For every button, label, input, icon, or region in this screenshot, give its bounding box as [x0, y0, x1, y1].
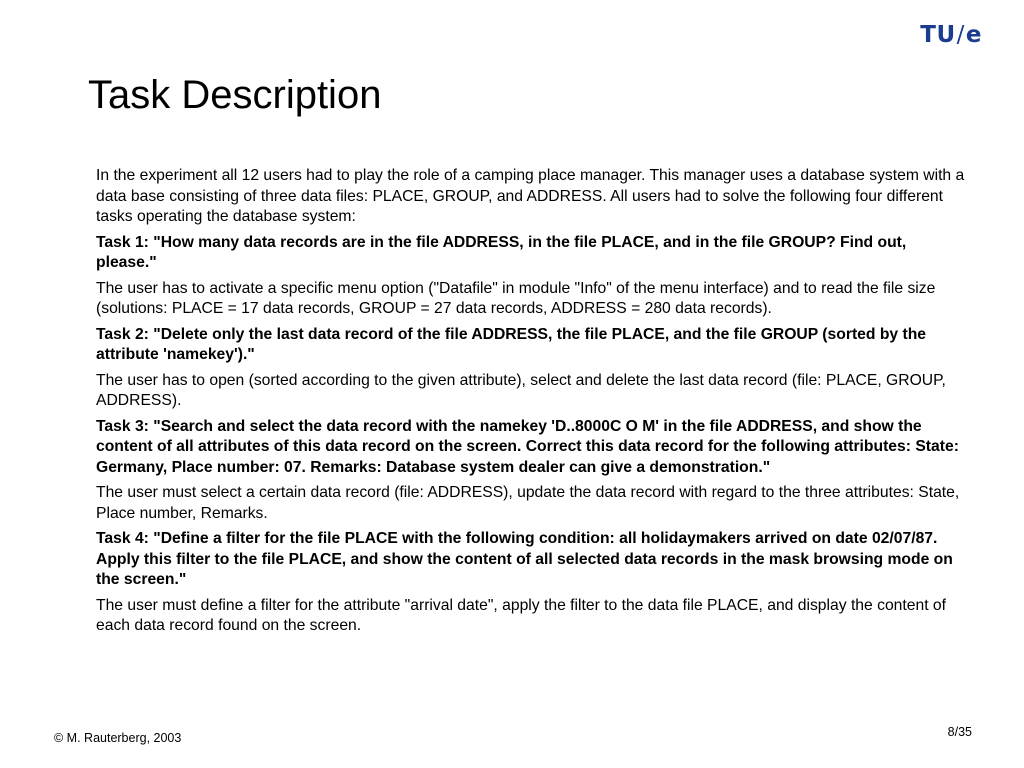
- task-3-question: Task 3: "Search and select the data record with the namekey 'D..8000C O M' in the file ADDRESS, and show the content of all attributes of this data record on the screen. Correct this data record for the following attributes: State: Germany, Place number: 07. Remarks: Database system dealer can give a demonstration.": [96, 417, 959, 476]
- logo-e: e: [965, 22, 982, 48]
- slide-title: Task Description: [88, 73, 382, 117]
- page-number: 8/35: [947, 725, 972, 739]
- task-4-question: Task 4: "Define a filter for the file PLACE with the following condition: all holidaymakers arrived on date 02/07/87. Apply this filter to the file PLACE, and show the content of all selected data records in the mask browsing mode on the screen.": [96, 530, 953, 588]
- slide-body: [96, 166, 968, 642]
- logo-tu: TU: [920, 22, 956, 48]
- task-1-explanation: The user has to activate a specific menu option ("Datafile" in module "Info" of the menu interface) and to read the file size (solutions: PLACE = 17 data records, GROUP = 27 data records, ADDRESS = 280 data records).: [96, 279, 936, 317]
- task-3-explanation: The user must select a certain data record (file: ADDRESS), update the data record with regard to the three attributes: State, Place number, Remarks.: [96, 484, 960, 522]
- logo-slash: /: [956, 22, 965, 48]
- task-2-question: Task 2: "Delete only the last data record of the file ADDRESS, the file PLACE, and the file GROUP (sorted by the attribute 'namekey').": [96, 325, 927, 363]
- intro-paragraph: In the experiment all 12 users had to play the role of a camping place manager. This manager uses a database system with a data base consisting of three data files: PLACE, GROUP, and ADDRESS. All users had to solve the following four different tasks operating the database system:: [96, 167, 965, 225]
- task-1-question: Task 1: "How many data records are in the file ADDRESS, in the file PLACE, and in the file GROUP? Find out, please.": [96, 233, 907, 271]
- copyright-footer: © M. Rauterberg, 2003: [54, 731, 182, 745]
- tue-logo: [920, 24, 982, 47]
- task-2-explanation: The user has to open (sorted according to the given attribute), select and delete the last data record (file: PLACE, GROUP, ADDRESS).: [96, 371, 946, 409]
- task-4-explanation: The user must define a filter for the attribute "arrival date", apply the filter to the data file PLACE, and display the content of each data record found on the screen.: [96, 596, 947, 634]
